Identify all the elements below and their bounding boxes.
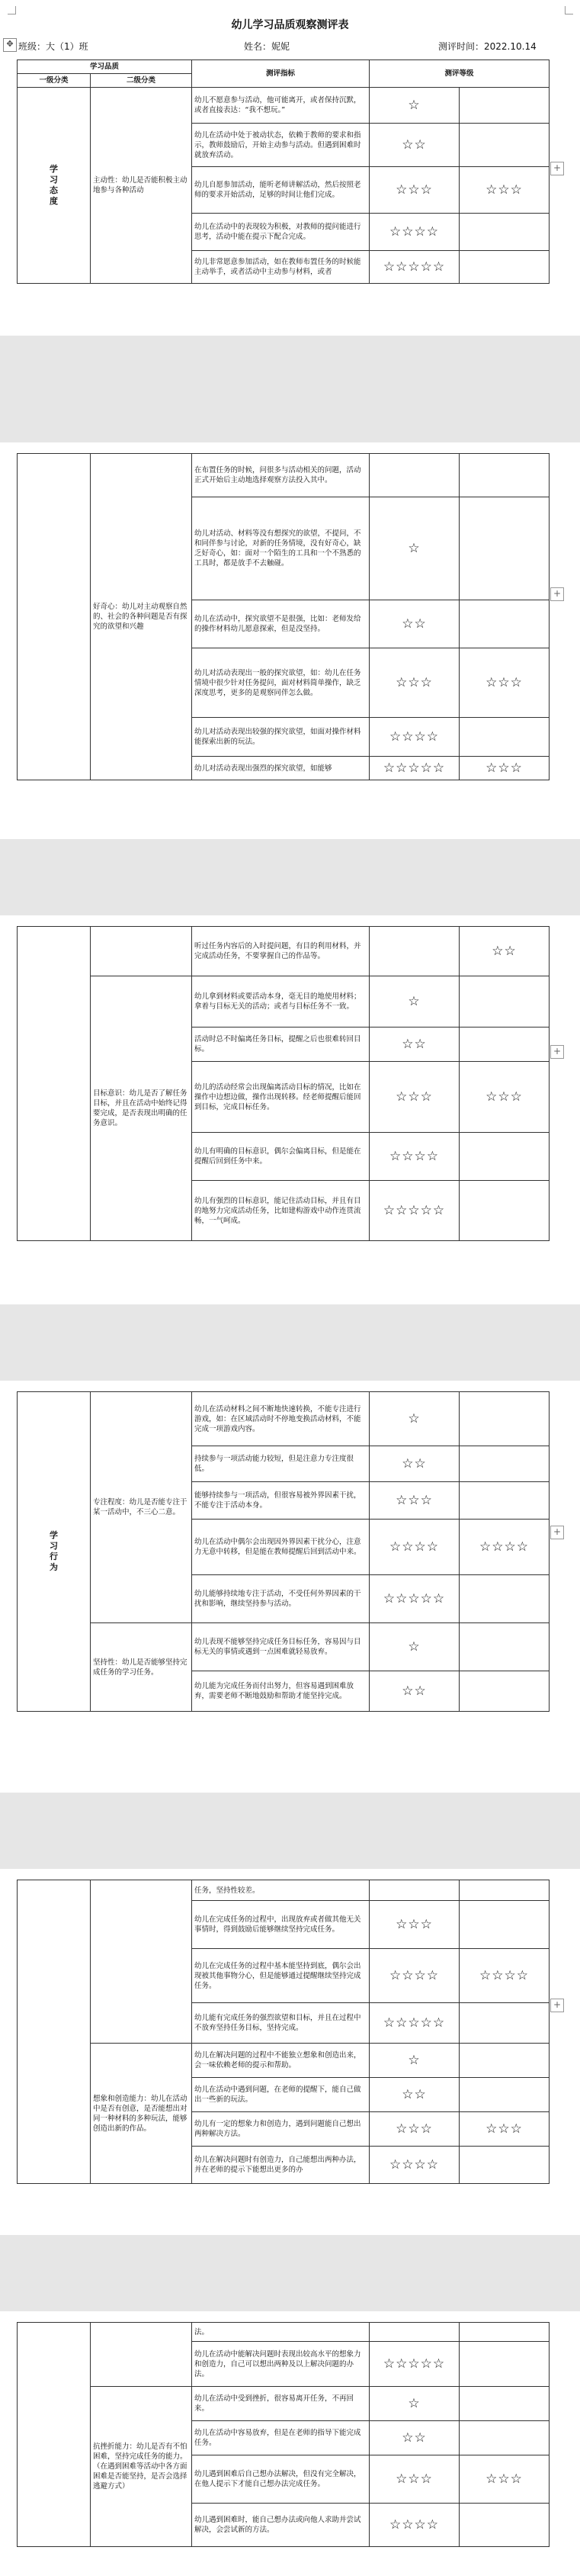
- star-level-cell: ☆☆☆: [370, 1482, 460, 1520]
- indicator-cell: 幼儿对活动表现出一般的探究欲望，如：幼儿在任务情境中很少针对任务提问，面对材料简单操作，缺乏深度思考，更多的是观察同伴怎么做。: [192, 648, 370, 718]
- indicator-cell: 幼儿在解决问题的过程中不能独立想象和创造出来，会一味依赖老师的提示和帮助。: [192, 2044, 370, 2078]
- star-level-cell: ☆☆☆☆☆: [370, 1575, 460, 1623]
- rating-cell: [460, 1671, 550, 1712]
- rating-cell: ☆☆☆: [460, 1062, 550, 1133]
- evaluation-table-page-5: [17, 1880, 550, 2184]
- rating-cell: [460, 1392, 550, 1446]
- star-level-cell: ☆☆: [370, 2421, 460, 2455]
- rating-cell: [460, 251, 550, 284]
- indicator-cell: 幼儿对活动、材料等没有想探究的欲望，不提问，不和同伴参与讨论，对新的任务情境，没有好奇心，缺乏好奇心，如：面对一个陌生的工具和一个不熟悉的工具时，都是放手不去触碰。: [192, 497, 370, 600]
- indicator-cell: 幼儿有一定的想象力和创造力，遇到问题能自己想出两种解决方法。: [192, 2112, 370, 2147]
- star-level-cell: ☆☆☆: [370, 2455, 460, 2504]
- page-gap: [0, 839, 580, 915]
- table-row: [18, 2044, 550, 2078]
- rating-cell: ☆☆☆: [460, 2112, 550, 2147]
- indicator-cell: 活动时总不时偏离任务目标，提醒之后也很难转回目标。: [192, 1028, 370, 1062]
- indicator-cell: 幼儿对活动表现出强烈的探究欲望，如能够: [192, 757, 370, 780]
- table-row: [18, 1623, 550, 1671]
- rating-cell: [460, 454, 550, 497]
- rating-cell: [460, 2078, 550, 2112]
- page-corner-mark: [8, 6, 16, 14]
- indicator-cell: 幼儿有强烈的目标意识，能记住活动目标，并且有目的地努力完成活动任务，比如建构游戏中动作连贯流畅，一气呵成。: [192, 1181, 370, 1241]
- indicator-cell: 幼儿在活动中处于被动状态，依赖于教师的要求和指示，教师鼓励后，开始主动参与活动。但遇到困难时就放弃活动。: [192, 124, 370, 167]
- level2-header: 二级分类: [91, 74, 192, 88]
- indicator-cell: 幼儿在活动中遇到问题，在老师的提醒下，能自己做出一些新的玩法。: [192, 2078, 370, 2112]
- category-level2-cell: [91, 2323, 192, 2387]
- document-page-5: [0, 1869, 580, 2235]
- table-row: [18, 2323, 550, 2342]
- category-level2-cell: 专注程度：幼儿是否能专注于某一活动中，不三心二意。: [91, 1392, 192, 1623]
- rating-cell: [460, 1133, 550, 1181]
- star-level-cell: ☆☆☆: [370, 1062, 460, 1133]
- category-level2-cell: 目标意识：幼儿是否了解任务目标，并且在活动中始终记得要完成，是否表现出明确的任务意识。: [91, 976, 192, 1241]
- star-level-cell: ☆☆☆: [370, 1901, 460, 1949]
- rating-cell: [460, 2044, 550, 2078]
- indicator-cell: 幼儿能够持续地专注于活动，不受任何外界因素的干扰和影响，继续坚持参与活动。: [192, 1575, 370, 1623]
- rating-cell: [460, 2147, 550, 2184]
- evaluation-table-page-3: [17, 926, 550, 1241]
- indicator-cell: 任务，坚持性较差。: [192, 1880, 370, 1901]
- indicator-cell: 幼儿在活动中能解决问题时表现出较高水平的想象力和创造力，自己可以想出两种及以上解决问题的办法。: [192, 2342, 370, 2387]
- table-row: [18, 927, 550, 976]
- plus-icon[interactable]: +: [550, 1526, 564, 1539]
- star-level-cell: ☆: [370, 2044, 460, 2078]
- rating-cell: [460, 2504, 550, 2547]
- page-gap: [0, 2235, 580, 2311]
- table-row: [18, 2387, 550, 2421]
- indicator-cell: 幼儿能为完成任务而付出努力，但容易遇到困难放弃，需要老师不断地鼓励和帮助才能坚持完成。: [192, 1671, 370, 1712]
- star-level-cell: ☆☆☆☆: [370, 718, 460, 757]
- category-level1-text: 学习行为: [50, 1530, 58, 1572]
- level1-header: 一级分类: [18, 74, 91, 88]
- category-level2-cell: [91, 927, 192, 976]
- evaluation-table-page-4: [17, 1391, 550, 1712]
- document-page-4: [0, 1381, 580, 1793]
- indicator-cell: 幼儿有明确的目标意识，偶尔会偏离目标，但是能在提醒后回到任务中来。: [192, 1133, 370, 1181]
- category-level2-cell: 主动性：幼儿是否能积极主动地参与各种活动: [91, 88, 192, 284]
- level-header: 测评等级: [370, 60, 550, 88]
- table-row: [18, 454, 550, 497]
- star-level-cell: ☆☆: [370, 2078, 460, 2112]
- category-level1-cell: [18, 1880, 91, 2184]
- indicator-cell: 幼儿遇到困难后自己想办法解决，但没有完全解决，在他人提示下才能自己想办法完成任务。: [192, 2455, 370, 2504]
- star-level-cell: ☆☆: [370, 600, 460, 648]
- rating-cell: [460, 2421, 550, 2455]
- page-gap: [0, 1793, 580, 1869]
- star-level-cell: ☆☆☆☆☆: [370, 757, 460, 780]
- class-label: 班级：大（1）班: [18, 41, 88, 52]
- page-title: 幼儿学习品质观察测评表: [231, 19, 349, 31]
- rating-cell: [460, 1880, 550, 1901]
- rating-cell: [460, 1482, 550, 1520]
- star-level-cell: ☆☆☆☆☆: [370, 2342, 460, 2387]
- star-level-cell: [370, 1880, 460, 1901]
- star-level-cell: ☆☆: [370, 1671, 460, 1712]
- rating-cell: [460, 214, 550, 251]
- star-level-cell: ☆☆☆: [370, 167, 460, 214]
- star-level-cell: ☆☆☆☆: [370, 1520, 460, 1575]
- star-level-cell: ☆: [370, 497, 460, 600]
- indicator-cell: 幼儿对活动表现出较强的探究欲望，如面对操作材料能探索出新的玩法。: [192, 718, 370, 757]
- star-level-cell: ☆☆☆☆: [370, 2147, 460, 2184]
- rating-cell: [460, 1028, 550, 1062]
- evaluation-table-page-6: [17, 2322, 550, 2547]
- star-level-cell: ☆: [370, 1623, 460, 1671]
- rating-cell: [460, 1446, 550, 1482]
- rating-cell: [460, 1623, 550, 1671]
- rating-cell: ☆☆☆: [460, 167, 550, 214]
- indicator-cell: 幼儿遇到困难时，能自己想办法或向他人求助并尝试解决，会尝试新的方法。: [192, 2504, 370, 2547]
- plus-icon[interactable]: +: [550, 1999, 564, 2012]
- document-page-3: [0, 915, 580, 1304]
- indicator-cell: 幼儿在解决问题时有创造力，自己能想出两种办法，并在老师的提示下能想出更多的办: [192, 2147, 370, 2184]
- indicator-cell: 幼儿在活动材料之间不断地快速转换，不能专注进行游戏，如：在区域活动时不停地变换活动材料，不能完成一项游戏内容。: [192, 1392, 370, 1446]
- star-level-cell: ☆: [370, 88, 460, 124]
- category-level2-cell: 想象和创造能力：幼儿在活动中是否有创意，是否能想出对同一种材料的多种玩法，能够创造出新的作品。: [91, 2044, 192, 2184]
- indicator-cell: 能够持续参与一项活动，但很容易被外界因素干扰，不能专注于活动本身。: [192, 1482, 370, 1520]
- star-level-cell: ☆☆☆☆: [370, 2504, 460, 2547]
- star-level-cell: ☆☆: [370, 124, 460, 167]
- rating-cell: [460, 2323, 550, 2342]
- category-level1-cell: [18, 88, 91, 284]
- star-level-cell: ☆: [370, 2387, 460, 2421]
- plus-icon[interactable]: +: [550, 1045, 564, 1059]
- page-corner-mark: [565, 6, 573, 14]
- rating-cell: [460, 2003, 550, 2044]
- rating-cell: ☆☆☆: [460, 2455, 550, 2504]
- plus-icon[interactable]: +: [550, 162, 564, 175]
- indicator-cell: 幼儿的活动经常会出现偏离活动目标的情况，比如在操作中边想边做，操作出现转移。经老师提醒后能回到目标，完成目标任务。: [192, 1062, 370, 1133]
- indicator-header: 测评指标: [192, 60, 370, 88]
- name-label: 姓名：妮妮: [244, 41, 290, 52]
- table-row: [18, 976, 550, 1028]
- indicator-cell: 听过任务内容后的入时提问题，有目的利用材料，并完成活动任务，不要掌握自己的作品等。: [192, 927, 370, 976]
- indicator-cell: 法。: [192, 2323, 370, 2342]
- star-level-cell: [370, 2323, 460, 2342]
- category-level2-cell: [91, 1880, 192, 2044]
- rating-cell: ☆☆☆: [460, 757, 550, 780]
- rating-cell: [460, 124, 550, 167]
- category-level1-text: 学习态度: [50, 164, 58, 206]
- indicator-cell: 幼儿不愿意参与活动，他可能离开，或者保持沉默，或者直接表达：“我不想玩。”: [192, 88, 370, 124]
- rating-cell: [460, 1575, 550, 1623]
- indicator-cell: 幼儿在活动中的表现较为积极，对教师的提问能进行思考，活动中能在提示下配合完成。: [192, 214, 370, 251]
- star-level-cell: ☆☆☆☆: [370, 1949, 460, 2003]
- plus-icon[interactable]: +: [550, 587, 564, 601]
- rating-cell: [460, 2342, 550, 2387]
- rating-cell: ☆☆☆: [460, 648, 550, 718]
- indicator-cell: 幼儿在活动中受到挫折，很容易离开任务，不再回来。: [192, 2387, 370, 2421]
- page-gap: [0, 336, 580, 442]
- category-level2-cell: 抗挫折能力：幼儿是否有不怕困难，坚持完成任务的能力。（在遇到困难等活动中各方面困难是否能坚持，是否会选择逃避方式）: [91, 2387, 192, 2547]
- rating-cell: ☆☆☆☆: [460, 1949, 550, 2003]
- evaluation-table-page-1: [17, 59, 550, 284]
- star-level-cell: ☆☆☆☆: [370, 1133, 460, 1181]
- category-level2-cell: 坚持性：幼儿是否能够坚持完成任务的学习任务。: [91, 1623, 192, 1712]
- category-level1-cell: [18, 1392, 91, 1712]
- indicator-cell: 在布置任务的时候，问很多与活动相关的问题，活动正式开始后主动地选择观察方法投入其中。: [192, 454, 370, 497]
- document-page-1: [0, 0, 580, 336]
- star-level-cell: ☆☆☆: [370, 2112, 460, 2147]
- rating-cell: [460, 1181, 550, 1241]
- table-row: [18, 88, 550, 124]
- quality-header: 学习品质: [18, 60, 192, 74]
- indicator-cell: 幼儿在完成任务的过程中基本能坚持到底，偶尔会出现被其他事物分心，但是能够通过提醒继续坚持完成任务。: [192, 1949, 370, 2003]
- indicator-cell: 幼儿在完成任务的过程中，出现放弃或者做其他无关事情时，得到鼓励后能够继续坚持完成任务。: [192, 1901, 370, 1949]
- table-row: [18, 1392, 550, 1446]
- star-level-cell: [370, 927, 460, 976]
- date-label: 测评时间：2022.10.14: [438, 41, 537, 52]
- document-page-2: [0, 442, 580, 839]
- indicator-cell: 持续参与一项活动能力较短，但是注意力专注度很低。: [192, 1446, 370, 1482]
- category-level1-cell: [18, 454, 91, 780]
- table-row: [18, 1880, 550, 1901]
- document-page-6: [0, 2311, 580, 2576]
- rating-cell: [460, 600, 550, 648]
- star-level-cell: ☆☆: [370, 1028, 460, 1062]
- indicator-cell: 幼儿拿到材料或要活动本身，毫无目的地使用材料；拿着与目标无关的活动；或者与目标任务不一致。: [192, 976, 370, 1028]
- star-level-cell: ☆☆☆: [370, 648, 460, 718]
- category-level2-cell: 好奇心：幼儿对主动观察自然的、社会的各种问题是否有探究的欲望和兴趣: [91, 454, 192, 780]
- star-level-cell: ☆☆☆☆☆: [370, 251, 460, 284]
- rating-cell: [460, 2387, 550, 2421]
- rating-cell: ☆☆: [460, 927, 550, 976]
- star-level-cell: ☆: [370, 1392, 460, 1446]
- star-level-cell: ☆☆: [370, 1446, 460, 1482]
- rating-cell: [460, 88, 550, 124]
- star-level-cell: ☆☆☆☆☆: [370, 1181, 460, 1241]
- indicator-cell: 幼儿自愿参加活动，能听老师讲解活动，然后按照老师的要求开始活动，足够的时间让他们完成。: [192, 167, 370, 214]
- star-level-cell: ☆☆☆☆☆: [370, 2003, 460, 2044]
- indicator-cell: 幼儿能有完成任务的强烈欲望和目标，并且在过程中不放弃坚持任务目标，坚持完成。: [192, 2003, 370, 2044]
- indicator-cell: 幼儿在活动中偶尔会出现因外界因素干扰分心，注意力无意中转移，但是能在教师提醒后回到活动中来。: [192, 1520, 370, 1575]
- evaluation-table-page-2: [17, 453, 550, 780]
- indicator-cell: 幼儿表现不能够坚持完成任务目标任务，容易因与目标无关的事情或遇到一点困难就轻易放弃。: [192, 1623, 370, 1671]
- category-level1-cell: [18, 927, 91, 1241]
- rating-cell: [460, 1901, 550, 1949]
- page-gap: [0, 1304, 580, 1381]
- indicator-cell: 幼儿非常愿意参加活动，如在教师布置任务的时候能主动举手，或者活动中主动参与材料，或者: [192, 251, 370, 284]
- star-level-cell: ☆: [370, 976, 460, 1028]
- rating-cell: [460, 497, 550, 600]
- category-level1-cell: [18, 2323, 91, 2547]
- rating-cell: [460, 976, 550, 1028]
- move-icon[interactable]: ✥: [3, 38, 17, 52]
- rating-cell: [460, 718, 550, 757]
- star-level-cell: ☆☆☆☆: [370, 214, 460, 251]
- indicator-cell: 幼儿在活动中，探究欲望不是很强，比如：老师发给的操作材料幼儿愿意探索，但是没坚持。: [192, 600, 370, 648]
- star-level-cell: [370, 454, 460, 497]
- indicator-cell: 幼儿在活动中容易放弃，但是在老师的指导下能完成任务。: [192, 2421, 370, 2455]
- rating-cell: ☆☆☆☆: [460, 1520, 550, 1575]
